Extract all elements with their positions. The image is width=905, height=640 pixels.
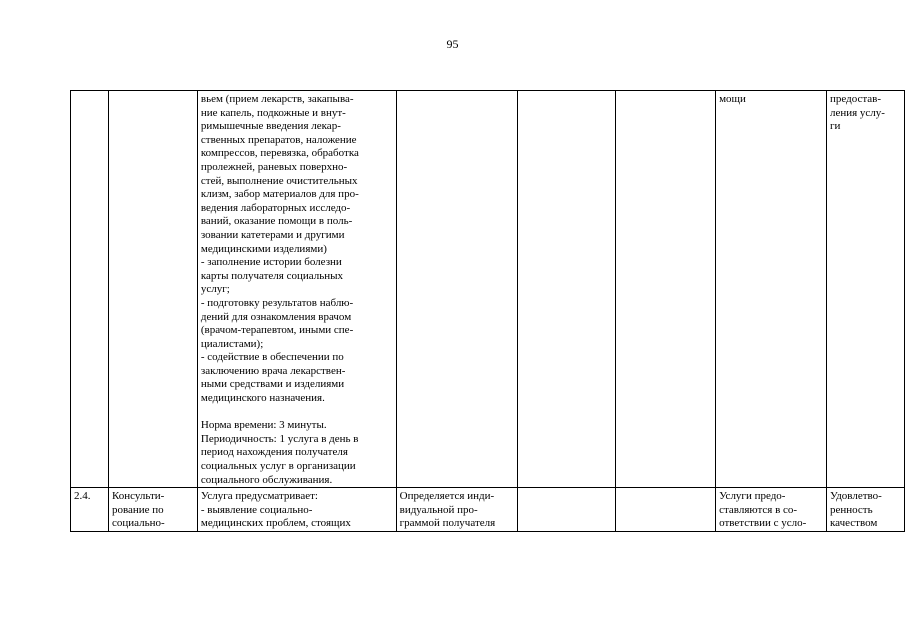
table-row (71, 91, 905, 488)
cell-description (197, 488, 396, 532)
text-line: вьем (прием лекарств, закапыва- (200, 93, 354, 105)
text-line: - содействие в обеспечении по (200, 351, 344, 364)
text-line: Определяется инди- (399, 490, 495, 503)
text-line: ответствии с усло- (719, 517, 807, 530)
table-row (71, 488, 905, 532)
text-line: ставляются в со- (719, 503, 798, 516)
row-number: 2.4. (74, 490, 91, 503)
cell-col7 (716, 488, 827, 532)
text-line: карты получателя социальных (200, 269, 344, 282)
cell-number (71, 488, 109, 532)
text-line: - заполнение истории болезни (200, 256, 342, 269)
text-line: Услуги предо- (719, 490, 786, 503)
text-line: ренность (829, 503, 873, 516)
text-line: Периодичность: 1 услуга в день в (200, 432, 359, 445)
cell-col5 (517, 488, 616, 532)
text-line: Консульти- (111, 490, 165, 503)
text-line: услуг; (200, 283, 230, 296)
text-line: ваний, оказание помощи в поль- (200, 215, 353, 228)
text-line: видуальной про- (399, 503, 478, 516)
cell-service-name (108, 488, 197, 532)
text-line: пролежней, раневых поверхно- (200, 160, 348, 173)
text-line: зовании катетерами и другими (200, 228, 345, 241)
text-line: медицинских проблем, стоящих (200, 517, 351, 530)
text-line: дений для ознакомления врачом (200, 310, 352, 323)
text-line: ние капель, подкожные и внут- (200, 106, 346, 119)
cell-number (71, 91, 109, 488)
text-line: социальных услуг в организации (200, 460, 356, 473)
text-line: (врачом-терапевтом, иными спе- (200, 324, 354, 337)
text-line: ственных препаратов, наложение (200, 133, 357, 146)
text-line: качеством (829, 517, 878, 530)
text-line: римышечные введения лекар- (200, 120, 341, 133)
cell-description (197, 91, 396, 488)
cell-col8 (826, 91, 904, 488)
cell-col7 (716, 91, 827, 488)
cell-col6 (616, 488, 716, 532)
text-line: ления услу- (829, 106, 885, 119)
text-line: ги (829, 120, 841, 133)
text-line: ведения лабораторных исследо- (200, 201, 351, 214)
text-line: клизм, забор материалов для про- (200, 188, 359, 201)
text-line: ными средствами и изделиями (200, 378, 345, 391)
text-line: Удовлетво- (829, 490, 882, 503)
cell-col5 (517, 91, 616, 488)
text-line: - выявление социально- (200, 503, 313, 516)
text-line: мощи (719, 93, 746, 105)
cell-col8 (826, 488, 904, 532)
text-line: медицинского назначения. (200, 392, 325, 405)
text-line: компрессов, перевязка, обработка (200, 147, 359, 160)
text-line: Услуга предусматривает: (200, 490, 318, 503)
text-line: период нахождения получателя (200, 446, 348, 459)
text-line: граммой получателя (399, 517, 496, 530)
text-line: социального обслуживания. (200, 473, 333, 486)
cell-col4 (396, 488, 517, 532)
text-line: предостав- (829, 93, 882, 105)
text-line: рование по (111, 503, 164, 516)
text-line: циалистами); (200, 337, 264, 350)
page-number: 95 (446, 37, 459, 51)
text-line: заключению врача лекарствен- (200, 364, 346, 377)
text-line: Норма времени: 3 минуты. (200, 419, 327, 432)
text-line: медицинскими изделиями) (200, 242, 327, 255)
text-line: - подготовку результатов наблю- (200, 296, 354, 309)
text-line: социально- (111, 517, 165, 530)
cell-col6 (616, 91, 716, 488)
cell-service-name (108, 91, 197, 488)
services-table (70, 90, 905, 532)
text-line: стей, выполнение очистительных (200, 174, 358, 187)
cell-col4 (396, 91, 517, 488)
